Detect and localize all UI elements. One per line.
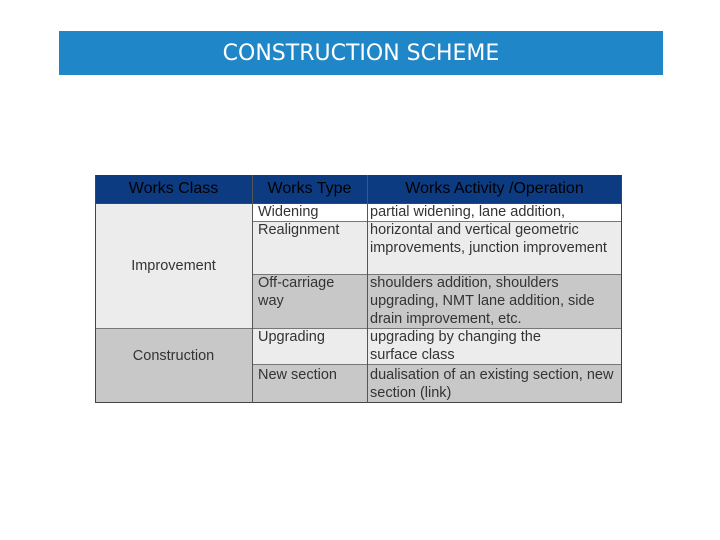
grid-line: [252, 364, 622, 365]
grid-line: [252, 274, 622, 275]
type-realignment-label: Realignment: [258, 222, 340, 238]
grid-line: [95, 175, 96, 403]
type-new-section-label: New section: [258, 367, 337, 383]
class-improvement-cell: [95, 203, 252, 328]
header-works-type-label: Works Type: [267, 180, 352, 197]
header-works-class: [95, 175, 252, 203]
type-off-carriageway-cell: [252, 274, 367, 328]
class-construction-label: Construction: [132, 347, 215, 364]
class-construction-cell: [95, 328, 252, 403]
type-widening-label: Widening: [258, 204, 319, 220]
activity-upgrading-cell: [367, 328, 622, 364]
grid-line: [621, 175, 622, 403]
grid-line: [367, 175, 368, 403]
class-improvement-label: Improvement: [131, 257, 216, 274]
activity-realignment-cell: [367, 221, 622, 274]
type-upgrading-cell: [252, 328, 367, 364]
header-works-type: [252, 175, 367, 203]
type-realignment-cell: [252, 221, 367, 274]
activity-widening-cell: [367, 203, 622, 221]
activity-new-section-text: dualisation of an existing section, new section (link): [370, 367, 614, 401]
grid-line: [95, 328, 622, 329]
activity-new-section-cell: [367, 364, 622, 403]
grid-line: [95, 203, 622, 204]
type-off-carriageway-label: Off-carriageway: [258, 275, 335, 309]
activity-realignment-text: horizontal and vertical geometric improvements, junction improvement: [370, 222, 607, 256]
type-new-section-cell: [252, 364, 367, 403]
grid-line: [252, 175, 253, 403]
header-works-activity: [367, 175, 622, 203]
activity-widening-text: partial widening, lane addition,: [370, 204, 566, 220]
header-works-class-label: Works Class: [128, 180, 219, 197]
type-upgrading-label: Upgrading: [258, 329, 325, 345]
slide-title-bar: [59, 31, 663, 75]
activity-off-carriageway-text: shoulders addition, shoulders upgrading, NMT lane addition, side drain improvement, etc.: [370, 275, 595, 327]
slide-title: CONSTRUCTION SCHEME: [222, 40, 500, 66]
activity-upgrading-text: upgrading by changing the surface class: [370, 329, 541, 363]
construction-scheme-table: [95, 175, 622, 403]
grid-line: [252, 221, 622, 222]
grid-line: [95, 402, 622, 403]
header-works-activity-label: Works Activity /Operation: [405, 180, 584, 197]
activity-off-carriageway-cell: [367, 274, 622, 328]
type-widening-cell: [252, 203, 367, 221]
